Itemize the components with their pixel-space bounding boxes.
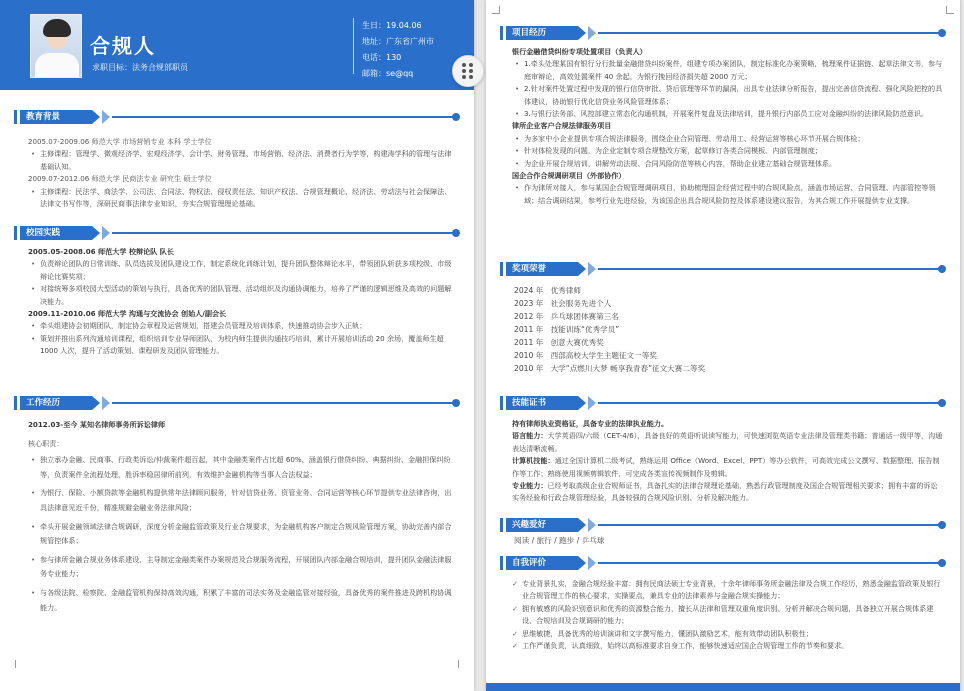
education-content: 2005.07-2009.06 师范大学 市场营销专业 本科 学士学位 • 主修课程：管理学、微观经济学、宏观经济学、会计学、财务管理、市场营销、经济法、消费者行为学等，构建涛学科的管理与法律基础认知。 2009.07-2012.06 师范大学 民商法专业 研究生 硕士学位 • 主修课程：民法学、商法学、公司法、合同法、物权法、侵权责任法、知识产权法、合规管理概论、经济法、劳动法与社会保障法、法律文书写作等，深研民商事法律专业知识，夯实合规管理理论基础。	[28, 136, 452, 210]
list-item: • 对接统筹多项校园大型活动的策划与执行，具备优秀的团队管理、活动组织及沟通协调能力，培养了严谨的逻辑思维及高效的问题解决能力。	[28, 283, 452, 308]
list-item: • 与各级法院、检察院、金融监管机构保持高效沟通，积累了丰富的司法实务及金融监管对接经验，具备优秀的案件推进及跨机构协调能力。	[28, 586, 452, 615]
candidate-name: 合规人	[90, 34, 156, 58]
work-content: 2012.03-至今 某知名律师事务所诉讼律师 核心职责： • 独立承办金融、民商事、行政类诉讼/仲裁案件超百起，其中金融类案件占比超 60%，涵盖银行借贷纠纷、典据纠纷、金融担保纠纷等，负责案件全流程处理，胜诉率稳居律所前列，有效维护金融机构等当事人合法权益； • 为银行、保险、小额贷款等金融机构提供常年法律顾问服务，针对信贷业务、资管业务、合同运营等核心环节提供专业法律咨询，出具法律意见近千份，精准规避金融业务法律风险； • 牵头开展金融领域法律合规调研，深度分析金融监管政策及行业合规要求，为金融机构客户制定合规风险管理方案，协助完善内部合规管控体系； • 参与律所金融合规业务体系建设，主导制定金融类案件办案规范及合规服务流程，开展团队内部金融合规培训，提升团队金融法律服务专业能力； • 与各级法院、检察院、金融监管机构保持高效沟通，积累了丰富的司法实务及金融监管对接经验，具备优秀的案件推进及跨机构协调能力。	[28, 418, 452, 615]
skills-content: 持有律师执业资格证，具备专业的法律执业能力。 语言能力：大学英语四/六级（CET-4/6），具备良好的英语听说读写能力，可快速浏览英语专业法律及管理类书籍；普通话一级甲等，沟通表达清晰流畅。 计算机技能：通过全国计算机二级考试，熟练运用 Office（Word、Excel、PPT）等办公软件，可高效完成公文撰写、数据整理、报告制作等工作；熟练使用视频剪辑软件，可完成各类宣传视频制作及剪辑。 专业能力：已经考取高级企业合规师证书，具备扎实的法律合规理论基础，熟悉行政管理制度及国企合规管理相关要求；拥有丰富的诉讼实务经验和行政合规管理经验，具备较强的合规风险识别、分析及解决能力。	[512, 419, 943, 503]
job-objective: 求职目标：法务合规部职员	[92, 63, 188, 72]
list-item: • 作为律所对接人，参与某国企合规管理调研项目，协助梳理国企经营过程中的合规风险点，涵盖市场运营、合同管理、内部管控等领域；结合调研结果，参考行业先进经验，为该国企出具合规风险防控及体系建设建议报告，为其合规工作开展提供专业支撑。	[512, 182, 944, 207]
projects-content: 银行金融借贷纠纷专项处置项目（负责人） • 1.牵头处理某国有银行分行批量金融借贷纠纷案件，组建专项办案团队，制定标准化办案策略，梳理案件证据链、起草法律文书，参与庭审辩论，高效处置案件 40 余起，为银行挽回经济损失超 2000 万元； • 2.针对案件处置过程中发现的银行信贷审批、贷后管理等环节的漏洞，出具专业法律分析报告，提出完善信贷流程、强化风险把控的具体建议，协助银行优化信贷业务风险管理体系； • 3.与银行法务部、风控部建立常态化沟通机制，开展案件复盘及法律培训，提升银行内部员工应对金融纠纷的法律风险防范意识。 律所企业客户合规法律服务项目 • 为多家中小企业提供专项合规法律服务，围绕企业合同管理、劳动用工、经营运营等核心环节开展合规体检； • 针对体检发现的问题，为企业定制专项合规整改方案，起草修订各类合同模板、内部管理制度； • 为企业开展合规培训，讲解劳动法规、合同风险防范等核心内容，帮助企业建立基础合规管理体系。 国企合作合规调研项目（外部协作） • 作为律所对接人，参与某国企合规管理调研项目，协助梳理国企经营过程中的合规风险点，涵盖市场运营、合同管理、内部管控等领域；结合调研结果，参考行业先进经验，为该国企出具合规风险防控及体系建设建议报告，为其合规工作开展提供专业支撑。	[512, 46, 944, 207]
list-item: • 主修课程：管理学、微观经济学、宏观经济学、会计学、财务管理、市场营销、经济法、消费者行为学等，构建涛学科的管理与法律基础认知。	[28, 148, 452, 173]
list-item: • 针对体检发现的问题，为企业定制专项合规整改方案，起草修订各类合同模板、内部管理制度；	[512, 145, 944, 157]
list-item: • 参与律所金融合规业务体系建设，主导制定金融类案件办案规范及合规服务流程，开展团队内部金融合规培训，提升团队金融法律服务专业能力；	[28, 553, 452, 582]
list-item: • 3.与银行法务部、风控部建立常态化沟通机制，开展案件复盘及法律培训，提升银行内部员工应对金融纠纷的法律风险防范意识。	[512, 108, 944, 120]
list-item: • 1.牵头处理某国有银行分行批量金融借贷纠纷案件，组建专项办案团队，制定标准化办案策略，梳理案件证据链、起草法律文书，参与庭审辩论，高效处置案件 40 余起，为银行挽回经济损失超 2000 万元；	[512, 58, 944, 83]
list-item: ✓ 思维敏捷，具备优秀的培训演讲和文字撰写能力，懂团队激励艺术，能有效带动团队积极性；	[510, 628, 944, 640]
email-row: 邮箱：se@qq	[362, 69, 414, 78]
list-item: • 牵头开展金融领域法律合规调研，深度分析金融监管政策及行业合规要求，为金融机构客户制定合规风险管理方案，协助完善内部合规管控体系；	[28, 520, 452, 549]
contact-info	[362, 18, 434, 82]
list-item: • 为企业开展合规培训，讲解劳动法规、合同风险防范等核心内容，帮助企业建立基础合规管理体系。	[512, 158, 944, 170]
section-projects: 项目经历	[506, 26, 946, 40]
award-row: 2024 年 优秀律师	[514, 286, 581, 295]
list-item: ✓ 工作严谨负责，认真细致，始终以高标准要求自身工作，能够快速适应国企合规管理工作的节奏和要求。	[510, 640, 944, 652]
section-campus: 校园实践	[20, 226, 460, 240]
campus-content: 2005.05-2008.06 师范大学 校辩论队 队长 • 负责辩论团队的日常训练、队员选拔及团队建设工作，制定系统化训练计划，提升团队整体辩论水平，带领团队斩获多项校级、市级辩论比赛奖项； • 对接统筹多项校园大型活动的策划与执行，具备优秀的团队管理、活动组织及沟通协调能力，培养了严谨的逻辑思维及高效的问题解决能力。 2009.11-2010.06 师范大学 沟通与交流协会 创始人/副会长 • 牵头组建协会初期团队，制定协会章程及运营规划，搭建会员管理及培训体系，快速推动协会步入正轨； • 策划并推出系列沟通培训课程，组织培训专业导师团队，为校内师生提供沟通技巧培训，累计开展培训活动 20 余场，覆盖师生超 1000 人次，提升了活动策划、课程研发及团队管理能力。	[28, 246, 452, 358]
section-education: 教育背景	[20, 110, 460, 124]
list-item: • 独立承办金融、民商事、行政类诉讼/仲裁案件超百起，其中金融类案件占比超 60%，涵盖银行借贷纠纷、典据纠纷、金融担保纠纷等，负责案件全流程处理，胜诉率稳居律所前列，有效维护金融机构等当事人合法权益；	[28, 453, 452, 482]
award-row: 2010 年 西部高校大学生主题征文一等奖	[514, 351, 657, 360]
hobbies-content: 阅读 / 旅行 / 跑步 / 乒乓球	[514, 536, 605, 545]
award-row: 2011 年 技能训练“优秀学员”	[514, 325, 620, 334]
list-item: • 主修课程：民法学、商法学、公司法、合同法、物权法、侵权责任法、知识产权法、合规管理概论、经济法、劳动法与社会保障法、法律文书写作等，深研民商事法律专业知识，夯实合规管理理论基础。	[28, 186, 452, 211]
section-dot	[452, 113, 460, 121]
self-eval-content	[510, 578, 944, 652]
award-row: 2011 年 创意大赛优秀奖	[514, 338, 604, 347]
header-divider	[353, 18, 354, 74]
birthday-row: 生日：19.04.06	[362, 21, 422, 30]
list-item: • 2.针对案件处置过程中发现的银行信贷审批、贷后管理等环节的漏洞，出具专业法律分析报告，提出完善信贷流程、强化风险把控的具体建议，协助银行优化信贷业务风险管理体系；	[512, 83, 944, 108]
section-skills: 技能证书	[506, 396, 946, 410]
awards-content	[514, 284, 938, 375]
section-hobbies: 兴趣爱好	[506, 518, 946, 532]
address-row: 地址：广东省广州市	[362, 37, 434, 46]
footer-bar	[486, 683, 960, 691]
drag-handle-icon[interactable]	[452, 55, 484, 87]
resume-page-2	[486, 0, 960, 691]
avatar	[30, 14, 82, 78]
section-self-eval: 自我评价	[506, 556, 946, 570]
list-item: ✓ 专业背景扎实，金融合规经验丰富：拥有民商法硕士专业背景，十余年律师事务所金融法律及合规工作经历，熟悉金融监管政策及银行业合规管理工作的核心要求，实操要点，兼具专业的法律素养与金融合规实操能力；	[510, 578, 944, 603]
list-item: • 为银行、保险、小额贷款等金融机构提供常年法律顾问服务，针对信贷业务、资管业务、合同运营等核心环节提供专业法律咨询，出具法律意见近千份，精准规避金融业务法律风险；	[28, 486, 452, 515]
section-work: 工作经历	[20, 396, 460, 410]
list-item: • 负责辩论团队的日常训练、队员选拔及团队建设工作，制定系统化训练计划，提升团队整体辩论水平，带领团队斩获多项校级、市级辩论比赛奖项；	[28, 258, 452, 283]
section-awards: 奖项荣誉	[506, 262, 946, 276]
resume-page-1	[0, 0, 474, 691]
list-item: • 牵头组建协会初期团队，制定协会章程及运营规划，搭建会员管理及培训体系，快速推动协会步入正轨；	[28, 320, 452, 332]
list-item: • 为多家中小企业提供专项合规法律服务，围绕企业合同管理、劳动用工、经营运营等核心环节开展合规体检；	[512, 133, 944, 145]
list-item: • 策划并推出系列沟通培训课程，组织培训专业导师团队，为校内师生提供沟通技巧培训，累计开展培训活动 20 余场，覆盖师生超 1000 人次，提升了活动策划、课程研发及团队管理能力。	[28, 333, 452, 358]
award-row: 2012 年 乒乓球团体赛第三名	[514, 312, 619, 321]
list-item: ✓ 拥有敏感的风险识别意识和优秀的资源整合能力，擅长从法律和管理双重角度识别、分析并解决合规问题，具备独立开展合规体系建设、合规培训及合规调研的能力；	[510, 603, 944, 628]
award-row: 2023 年 社会服务先进个人	[514, 299, 612, 308]
resume-header	[0, 0, 474, 90]
phone-row: 电话：130	[362, 53, 402, 62]
award-row: 2010 年 大学“点燃川大梦 畅享我青春”征文大赛二等奖	[514, 364, 706, 373]
